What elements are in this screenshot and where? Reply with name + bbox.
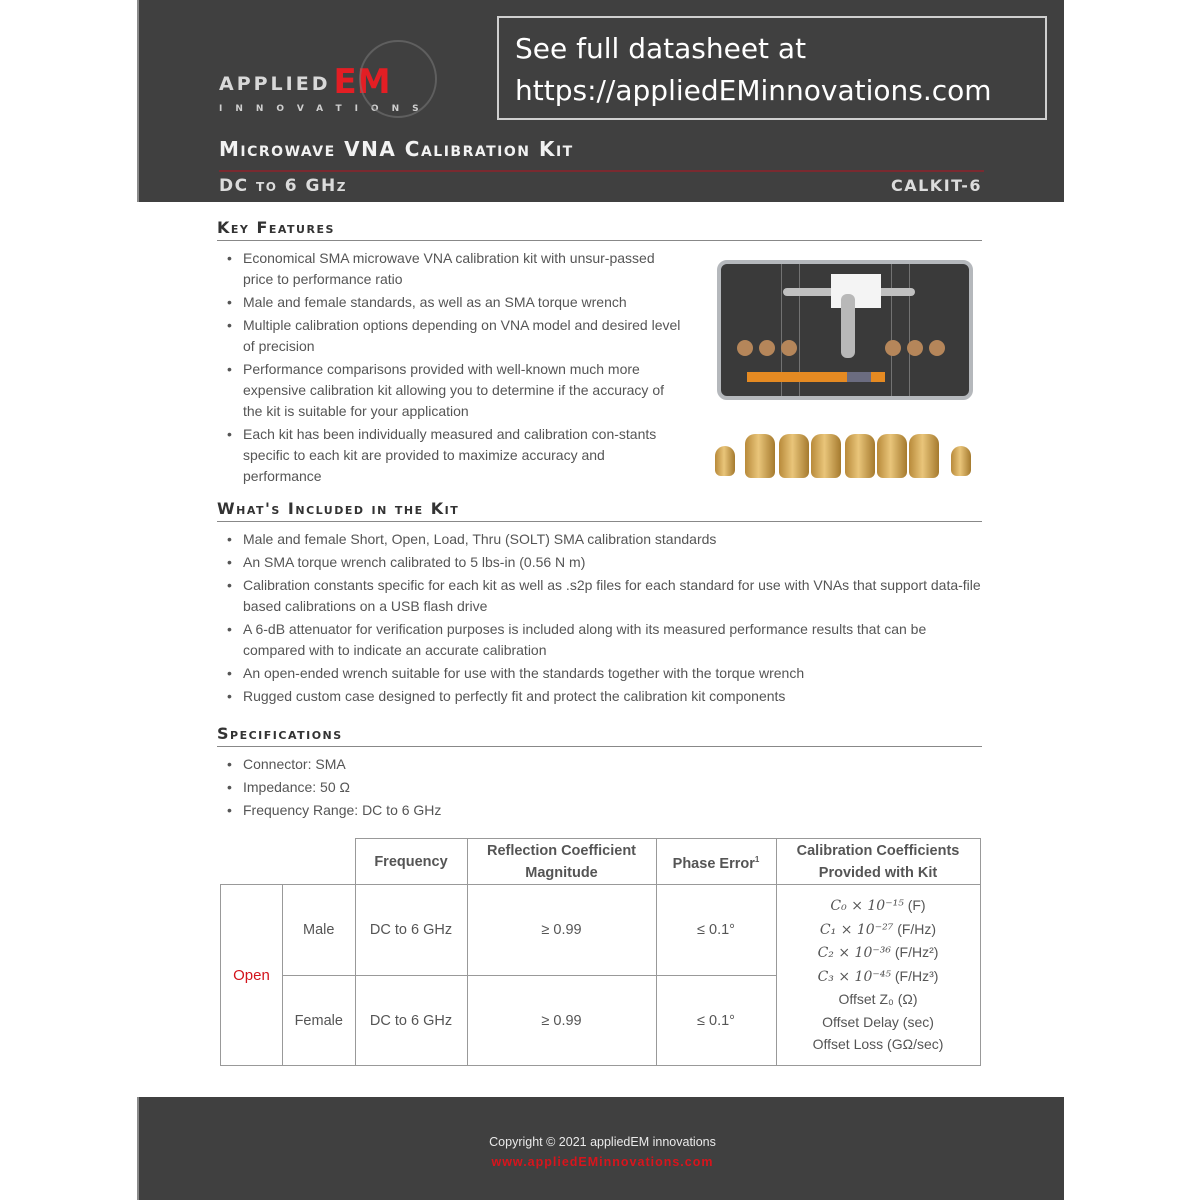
list-item: • Connector: SMA [217, 754, 717, 775]
phase-error-cell: ≤ 0.1° [656, 976, 776, 1066]
column-header-frequency: Frequency [355, 839, 467, 885]
frequency-cell: DC to 6 GHz [355, 885, 467, 976]
list-item: • Performance comparisons provided with well-known much more expensive calibration kit allowing you to determine if the accuracy of the kit is suitable for your application [217, 359, 687, 422]
logo-innovations-text: INNOVATIONS [219, 104, 432, 114]
list-item: • Multiple calibration options depending on VNA model and desired level of precision [217, 315, 687, 357]
list-item: • Frequency Range: DC to 6 GHz [217, 800, 717, 821]
coefficient-line: C₂ × 10⁻³⁶ (F/Hz²) [817, 944, 939, 962]
torque-wrench-icon [841, 294, 855, 358]
coefficient-line: C₃ × 10⁻⁴⁵ (F/Hz³) [817, 967, 939, 985]
column-header-phase-error: Phase Error$^1$ [656, 839, 776, 885]
open-standard-spec-table [220, 838, 981, 1066]
section-title-specifications: Specifications [217, 724, 343, 743]
logo-applied-text: APPLIED [219, 73, 331, 95]
coefficients-cell [776, 885, 980, 1066]
section-title-key-features: Key Features [217, 218, 335, 237]
datasheet-page [137, 0, 1064, 1200]
part-number: CALKIT-6 [890, 176, 982, 195]
datasheet-notice-line1: See full datasheet at [515, 32, 807, 65]
section-divider [217, 240, 982, 241]
coefficient-line: C₁ × 10⁻²⁷ (F/Hz) [819, 920, 937, 938]
list-item: • Male and female Short, Open, Load, Thru (SOLT) SMA calibration standards [217, 529, 987, 550]
reflection-cell: ≥ 0.99 [467, 885, 656, 976]
section-divider [217, 521, 982, 522]
phase-error-cell: ≤ 0.1° [656, 885, 776, 976]
copyright-text: Copyright © 2021 appliedEM innovations [489, 1135, 716, 1149]
table-header-row [221, 839, 981, 885]
frequency-range-subtitle: DC to 6 GHz [219, 176, 347, 196]
open-group-label: Open [221, 885, 283, 1066]
coefficient-line: Offset Delay (sec) [822, 1013, 934, 1030]
footer-website-link[interactable]: www.appliedEMinnovations.com [491, 1155, 714, 1169]
datasheet-notice [497, 16, 1047, 120]
included-list [217, 529, 987, 709]
coefficient-line: Offset Z₀ (Ω) [838, 991, 918, 1008]
list-item: • Male and female standards, as well as an SMA torque wrench [217, 292, 687, 313]
list-item: • Each kit has been individually measured and calibration con-stants specific to each kit are provided to maximize accuracy and performance [217, 424, 687, 487]
logo-ring-icon [359, 40, 437, 118]
header-banner [137, 0, 1064, 202]
coefficient-line: Offset Loss (GΩ/sec) [812, 1036, 944, 1053]
section-title-included: What's Included in the Kit [217, 499, 460, 518]
company-logo [219, 62, 432, 114]
frequency-cell: DC to 6 GHz [355, 976, 467, 1066]
gender-cell: Male [283, 885, 356, 976]
case-label [831, 274, 881, 308]
product-title: Microwave VNA Calibration Kit [219, 137, 574, 161]
section-divider [217, 746, 982, 747]
coefficient-line: C₀ × 10⁻¹⁵ (F) [830, 897, 926, 915]
kit-case-image [717, 260, 973, 400]
header-divider [219, 170, 984, 172]
list-item: • Economical SMA microwave VNA calibration kit with unsur-passed price to performance ratio [217, 248, 687, 290]
list-item: • Impedance: 50 Ω [217, 777, 717, 798]
logo-em-text: EM [333, 62, 391, 102]
column-header-reflection: Reflection Coefficient Magnitude [467, 839, 656, 885]
list-item: • A 6-dB attenuator for verification purposes is included along with its measured performance results that can be compared with to indicate an accurate calibration [217, 619, 987, 661]
table-row [221, 885, 981, 976]
list-item: • An SMA torque wrench calibrated to 5 lbs-in (0.56 N m) [217, 552, 987, 573]
product-photo [707, 250, 987, 490]
list-item: • Calibration constants specific for each kit as well as .s2p files for each standard for use with VNAs that support data-file based calibrations on a USB flash drive [217, 575, 987, 617]
key-features-list [217, 248, 687, 489]
footer-banner [137, 1097, 1064, 1200]
sma-standards-image [707, 428, 987, 484]
reflection-cell: ≥ 0.99 [467, 976, 656, 1066]
specifications-list [217, 754, 717, 823]
datasheet-url-link[interactable]: https://appliedEMinnovations.com [515, 74, 992, 107]
list-item: • An open-ended wrench suitable for use with the standards together with the torque wrench [217, 663, 987, 684]
gender-cell: Female [283, 976, 356, 1066]
list-item: • Rugged custom case designed to perfectly fit and protect the calibration kit components [217, 686, 987, 707]
column-header-coefficients: Calibration Coefficients Provided with Kit [776, 839, 980, 885]
